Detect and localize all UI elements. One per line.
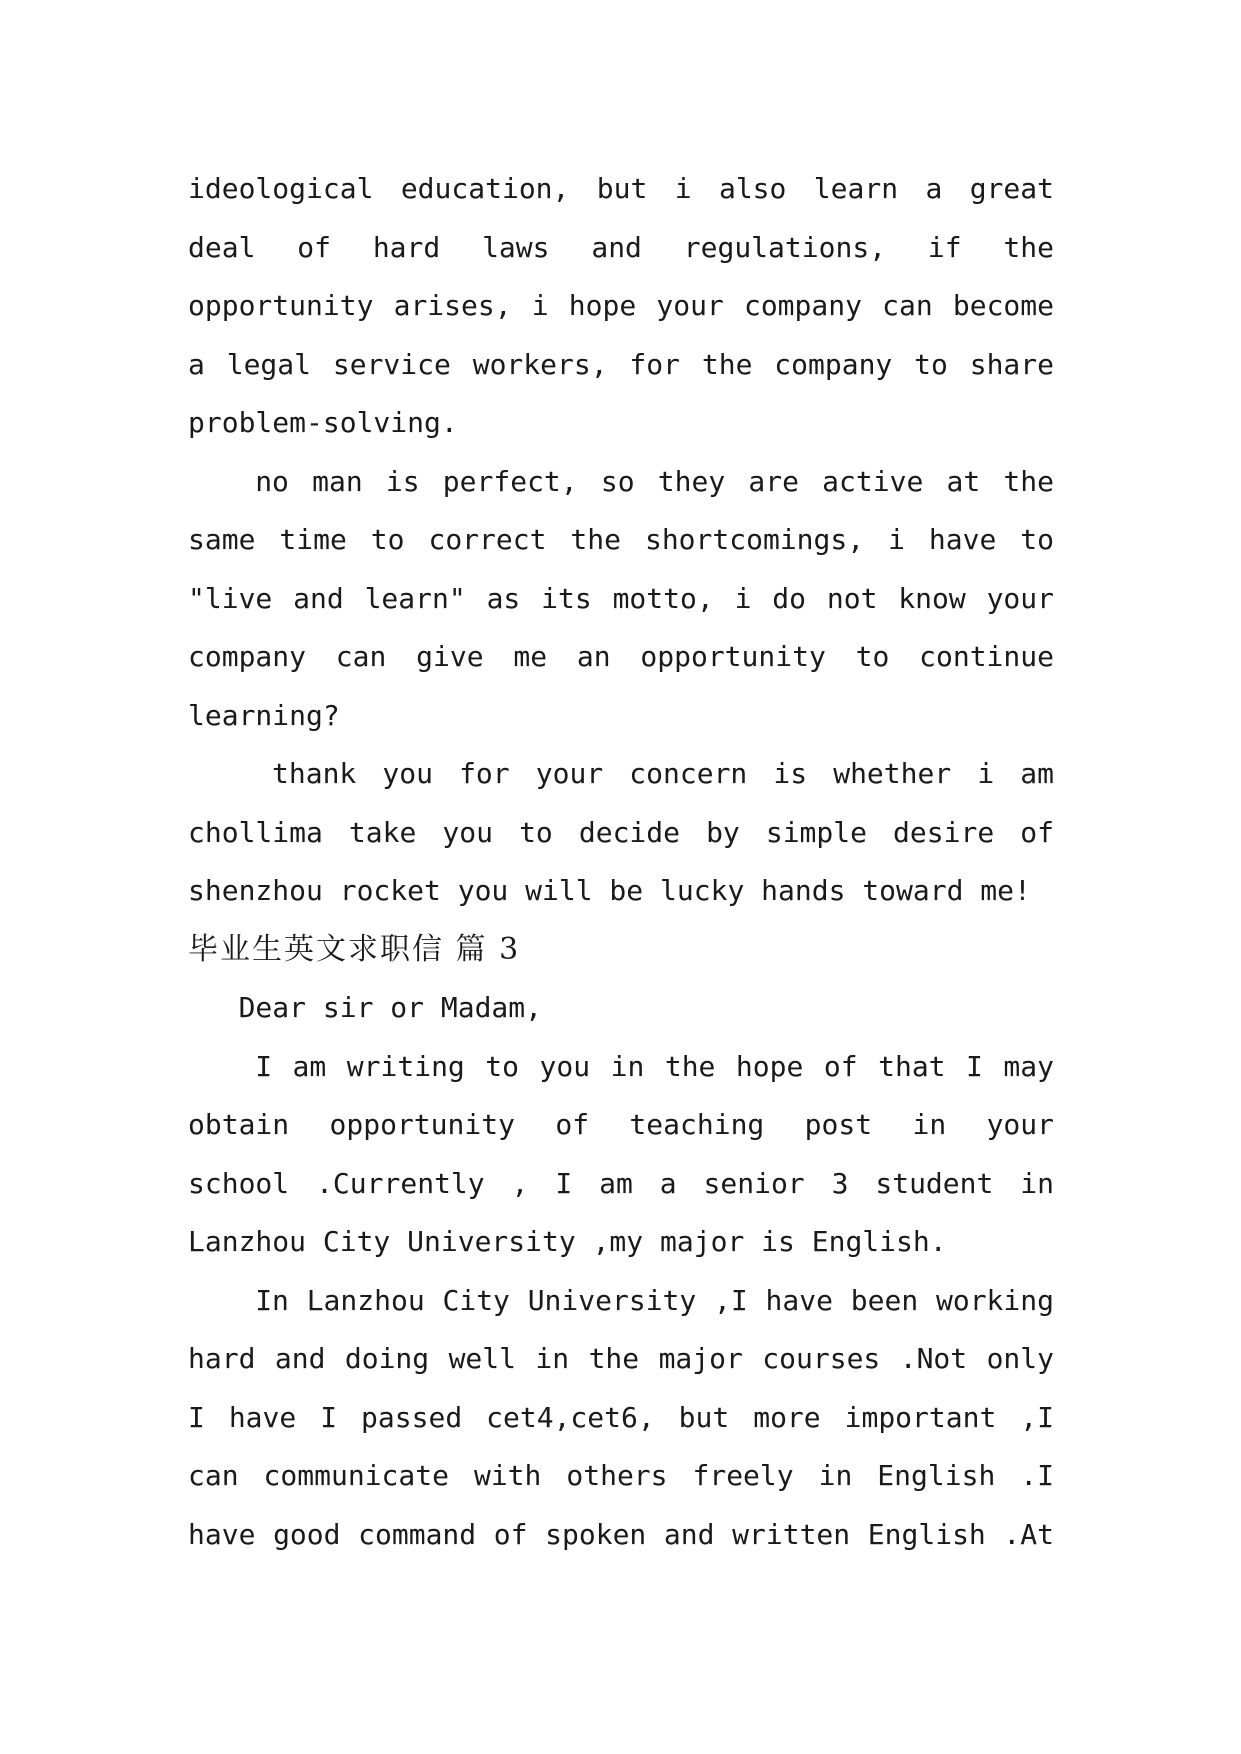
text-line: have good command of spoken and written English .At — [188, 1517, 1054, 1551]
text-line: chollima take you to decide by simple desire of — [188, 815, 1054, 849]
text-line: ideological education, but i also learn a great — [188, 172, 1054, 205]
text-line: same time to correct the shortcomings, i have to — [188, 523, 1054, 556]
text-line: shenzhou rocket you will be lucky hands toward me! — [188, 874, 1031, 907]
text-line: a legal service workers, for the company to share — [188, 347, 1054, 381]
text-line: hard and doing well in the major courses .Not only — [188, 1342, 1054, 1375]
letter-body — [188, 160, 1054, 1564]
text-line: can communicate with others freely in English .I — [188, 1459, 1054, 1492]
text-line: problem-solving. — [188, 406, 458, 439]
text-line: In Lanzhou City University ,I have been working — [255, 1283, 1054, 1317]
section-heading: 毕业生英文求职信 篇 3 — [188, 931, 521, 967]
text-line: no man is perfect, so they are active at the — [255, 464, 1054, 498]
text-line: Lanzhou City University ,my major is English. — [188, 1225, 947, 1258]
text-line: "live and learn" as its motto, i do not know your — [188, 581, 1054, 615]
text-line: thank you for your concern is whether i am — [272, 757, 1054, 790]
text-line: learning? — [188, 698, 340, 732]
text-line: obtain opportunity of teaching post in your — [188, 1108, 1054, 1141]
text-line: deal of hard laws and regulations, if the — [188, 230, 1054, 264]
text-line: opportunity arises, i hope your company can become — [188, 289, 1054, 322]
text-line: company can give me an opportunity to continue — [188, 640, 1054, 673]
text-line: school .Currently , I am a senior 3 student in — [188, 1166, 1054, 1200]
text-line: I have I passed cet4,cet6, but more important ,I — [188, 1400, 1054, 1434]
text-line: I am writing to you in the hope of that I may — [255, 1049, 1054, 1083]
text-line: Dear sir or Madam, — [188, 991, 543, 1024]
